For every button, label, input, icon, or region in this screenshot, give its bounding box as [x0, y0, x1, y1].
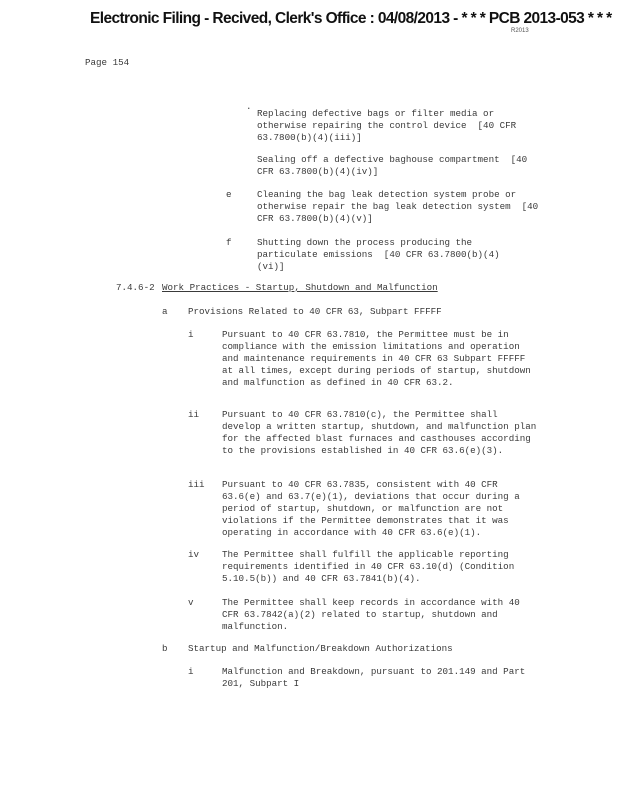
item-marker-iv: iv	[188, 549, 200, 560]
item-sealing-compartment: Sealing off a defective baghouse compartment [40 CFR 63.7800(b)(4)(iv)]	[257, 154, 533, 177]
subsection-a-marker: a	[162, 306, 168, 317]
subsection-b-title: Startup and Malfunction/Breakdown Authorizations	[188, 643, 453, 654]
item-replacing-bags: Replacing defective bags or filter media or otherwise repairing the control device [40 CFR 63.7800(b)(4)(iii)]	[257, 108, 522, 143]
filing-stamp-code: R2013	[511, 28, 529, 34]
item-marker-f: f	[226, 237, 232, 248]
item-a-iv-reporting: The Permittee shall fulfill the applicable reporting requirements identified in 40 CFR 63.10(d) (Condition 5.10.5(b)) and 40 CFR 63.7841(b)(4).	[222, 549, 520, 584]
item-marker: .	[246, 101, 252, 112]
item-marker-i: i	[188, 329, 194, 340]
item-a-i-compliance: Pursuant to 40 CFR 63.7810, the Permittee must be in compliance with the emission limitations and operation and maintenance requirements in 40 CFR 63 Subpart FFFFF at all times, except during periods of startup, shutdown and malfunction as defined in 40 CFR 63.2.	[222, 329, 537, 388]
subsection-b-marker: b	[162, 643, 168, 654]
item-marker-ii: ii	[188, 409, 200, 420]
item-marker-v: v	[188, 597, 194, 608]
item-a-iii-deviations: Pursuant to 40 CFR 63.7835, consistent with 40 CFR 63.6(e) and 63.7(e)(1), deviations that occur during a period of startup, shutdown, or malfunction are not violations if the Permittee demonstrates that it was operating in accordance with 40 CFR 63.6(e)(1).	[222, 479, 526, 538]
section-number: 7.4.6-2	[116, 282, 155, 293]
page-number: Page 154	[85, 57, 130, 68]
item-a-v-records: The Permittee shall keep records in accordance with 40 CFR 63.7842(a)(2) related to startup, shutdown and malfunction.	[222, 597, 526, 632]
item-cleaning-probe: Cleaning the bag leak detection system probe or otherwise repair the bag leak detection system [40 CFR 63.7800(b)(4)(v)]	[257, 189, 544, 224]
item-b-i-malfunction: Malfunction and Breakdown, pursuant to 201.149 and Part 201, Subpart I	[222, 666, 531, 689]
item-shutting-down: Shutting down the process producing the particulate emissions [40 CFR 63.7800(b)(4)(vi)]	[257, 237, 500, 272]
subsection-a-title: Provisions Related to 40 CFR 63, Subpart FFFFF	[188, 306, 442, 317]
item-marker-i: i	[188, 666, 194, 677]
item-marker-iii: iii	[188, 479, 205, 490]
item-a-ii-ssm-plan: Pursuant to 40 CFR 63.7810(c), the Permittee shall develop a written startup, shutdown, and malfunction plan for the affected blast furnaces and casthouses according to the provisions established in 40 CFR 63.6(e)(3).	[222, 409, 542, 456]
item-marker-e: e	[226, 189, 232, 200]
filing-stamp-header: Electronic Filing - Recived, Clerk's Office : 04/08/2013 - * * * PCB 2013-053 * * *	[90, 10, 612, 27]
section-title: Work Practices - Startup, Shutdown and Malfunction	[162, 282, 438, 293]
